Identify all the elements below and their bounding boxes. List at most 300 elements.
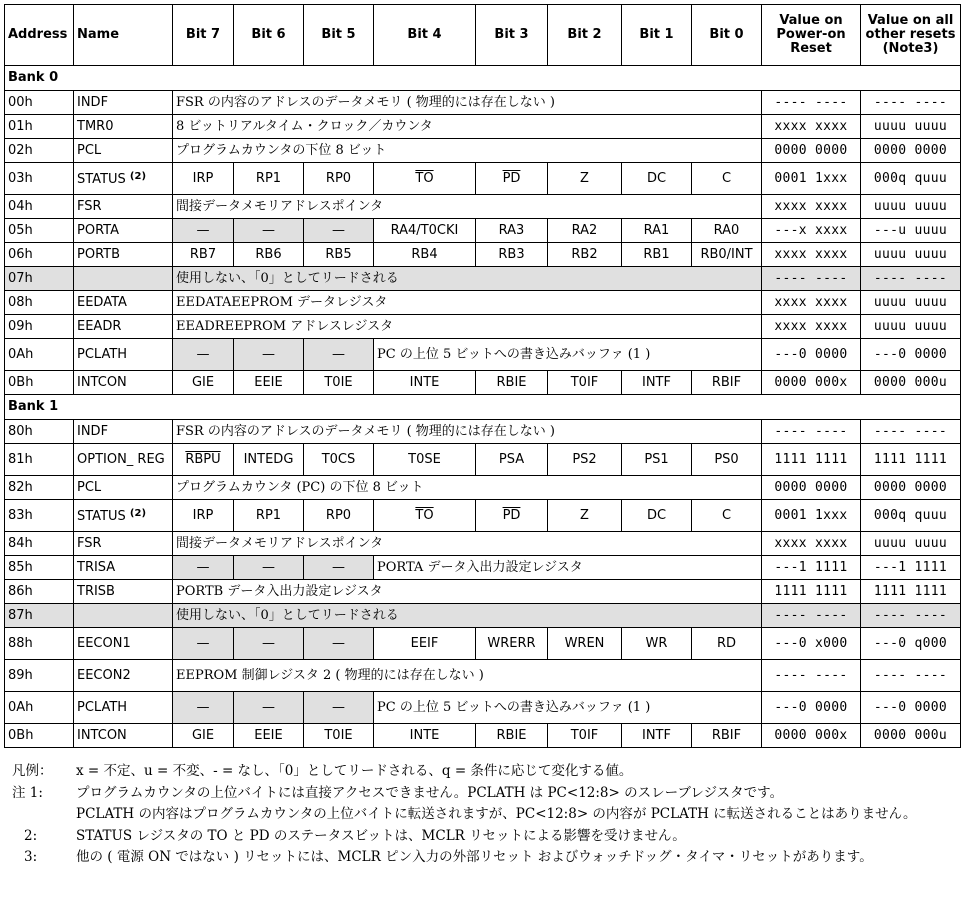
table-row	[5, 660, 961, 692]
power-on-reset-value: 0000 000x	[762, 724, 861, 748]
register-name	[74, 628, 173, 660]
register-address: 05h	[5, 219, 74, 243]
bit-cell	[622, 163, 692, 195]
register-address: 86h	[5, 580, 74, 604]
register-address: 84h	[5, 532, 74, 556]
bit-name: RA0	[713, 222, 740, 238]
bit-name: RB2	[571, 246, 598, 262]
table-row	[5, 219, 961, 243]
table-row	[5, 532, 961, 556]
register-description: EEADREEPROM アドレスレジスタ	[173, 315, 762, 339]
bit-name: Z	[580, 507, 589, 523]
register-name-text: EECON1	[77, 635, 131, 651]
register-address: 00h	[5, 91, 74, 115]
register-name-text: PCLATH	[77, 699, 128, 715]
table-row	[5, 115, 961, 139]
register-address: 03h	[5, 163, 74, 195]
power-on-reset-value: ---- ----	[762, 267, 861, 291]
power-on-reset-value: 1111 1111	[762, 444, 861, 476]
register-description: 間接データメモリアドレスポインタ	[173, 195, 762, 219]
bit-name: —	[262, 222, 275, 238]
header-bit7: Bit 7	[173, 5, 234, 66]
bit-cell	[622, 243, 692, 267]
bit-cell	[234, 339, 304, 371]
register-description: 使用しない、「0」としてリードされる	[173, 604, 762, 628]
other-reset-value: ---- ----	[861, 267, 961, 291]
bit-name: RB6	[255, 246, 282, 262]
table-row	[5, 139, 961, 163]
register-name	[74, 724, 173, 748]
bit-cell	[173, 371, 234, 395]
bit-cell	[304, 243, 374, 267]
register-description: EEPROM 制御レジスタ 2 ( 物理的には存在しない )	[173, 660, 762, 692]
bit-name: DC	[646, 507, 667, 523]
register-description: PORTB データ入出力設定レジスタ	[173, 580, 762, 604]
register-name-text: FSR	[77, 198, 102, 214]
table-row	[5, 692, 961, 724]
register-address: 02h	[5, 139, 74, 163]
bit-name: RBIE	[496, 374, 527, 390]
register-name	[74, 91, 173, 115]
power-on-reset-value: xxxx xxxx	[762, 315, 861, 339]
power-on-reset-value: xxxx xxxx	[762, 532, 861, 556]
bit-name: T0SE	[408, 451, 441, 467]
note-2	[12, 826, 957, 848]
bit-name: T0IE	[324, 727, 353, 743]
register-address: 87h	[5, 604, 74, 628]
header-bit5: Bit 5	[304, 5, 374, 66]
note-3	[12, 847, 957, 869]
register-description: FSR の内容のアドレスのデータメモリ ( 物理的には存在しない )	[173, 420, 762, 444]
bit-cell	[304, 724, 374, 748]
bit-cell	[304, 692, 374, 724]
bit-name: $\overline{TO}$	[415, 507, 434, 523]
register-name	[74, 444, 173, 476]
bit-name: RB3	[498, 246, 525, 262]
other-reset-value: 0000 000u	[861, 724, 961, 748]
header-bit3: Bit 3	[476, 5, 548, 66]
register-name	[74, 163, 173, 195]
bit-cell	[173, 219, 234, 243]
power-on-reset-value: ---- ----	[762, 660, 861, 692]
table-row	[5, 580, 961, 604]
register-description: プログラムカウンタ (PC) の下位 8 ビット	[173, 476, 762, 500]
note-1-line-a: プログラムカウンタの上位バイトには直接アクセスできません。PCLATH は PC<12:8> のスレーブレジスタです。	[76, 784, 784, 801]
other-reset-value: uuuu uuuu	[861, 291, 961, 315]
bit-cell	[173, 692, 234, 724]
register-address: 80h	[5, 420, 74, 444]
bit-name: EEIE	[254, 374, 283, 390]
other-reset-value: uuuu uuuu	[861, 115, 961, 139]
register-address: 85h	[5, 556, 74, 580]
bit-name: RB4	[411, 246, 438, 262]
note-ref: (2)	[129, 508, 147, 519]
bit-name: RP1	[255, 507, 282, 523]
register-address: 83h	[5, 500, 74, 532]
bit-name: RBPU	[185, 451, 221, 467]
bit-cell	[374, 444, 476, 476]
register-description: PC の上位 5 ビットへの書き込みバッファ (1 )	[374, 339, 762, 371]
power-on-reset-value: xxxx xxxx	[762, 115, 861, 139]
bit-name: RA4/T0CKI	[390, 222, 459, 238]
bit-name: RP0	[325, 507, 352, 523]
bit-name: RBIE	[496, 727, 527, 743]
bit-cell	[374, 219, 476, 243]
register-address: 82h	[5, 476, 74, 500]
bit-cell	[622, 724, 692, 748]
table-row	[5, 195, 961, 219]
register-name	[74, 476, 173, 500]
power-on-reset-value: ---- ----	[762, 604, 861, 628]
register-description: プログラムカウンタの下位 8 ビット	[173, 139, 762, 163]
bit-cell	[304, 371, 374, 395]
bit-name: —	[332, 635, 345, 651]
note-1	[12, 783, 957, 826]
bit-name: RB5	[325, 246, 352, 262]
footnotes	[12, 761, 957, 869]
bit-cell	[476, 444, 548, 476]
note-1-key: 注 1:	[12, 784, 43, 801]
register-name	[74, 315, 173, 339]
register-name	[74, 339, 173, 371]
power-on-reset-value: ---0 x000	[762, 628, 861, 660]
bit-name: T0IE	[324, 374, 353, 390]
register-name	[74, 115, 173, 139]
bit-name: $\overline{PD}$	[502, 170, 521, 186]
header-bit6: Bit 6	[234, 5, 304, 66]
bit-name: C	[721, 507, 732, 523]
bit-cell	[692, 444, 762, 476]
bit-cell	[548, 500, 622, 532]
bit-name: —	[262, 635, 275, 651]
bit-cell	[548, 371, 622, 395]
table-row	[5, 291, 961, 315]
register-description: 8 ビットリアルタイム・クロック／カウンタ	[173, 115, 762, 139]
bit-name: INTE	[409, 374, 440, 390]
header-name: Name	[74, 5, 173, 66]
bit-cell	[622, 219, 692, 243]
bit-cell	[692, 628, 762, 660]
register-name-text: INTCON	[77, 374, 127, 390]
bit-cell	[304, 444, 374, 476]
bit-cell	[304, 628, 374, 660]
other-reset-value: 1111 1111	[861, 580, 961, 604]
power-on-reset-value: ---0 0000	[762, 339, 861, 371]
register-name	[74, 371, 173, 395]
bit-cell	[548, 628, 622, 660]
register-description: PC の上位 5 ビットへの書き込みバッファ (1 )	[374, 692, 762, 724]
register-address: 09h	[5, 315, 74, 339]
table-row	[5, 91, 961, 115]
bit-name: EEIE	[254, 727, 283, 743]
bit-cell	[234, 219, 304, 243]
register-description: PORTA データ入出力設定レジスタ	[374, 556, 762, 580]
bit-cell	[476, 500, 548, 532]
power-on-reset-value: ---x xxxx	[762, 219, 861, 243]
bit-name: —	[332, 222, 345, 238]
other-reset-value: 0000 0000	[861, 476, 961, 500]
register-address: 0Bh	[5, 724, 74, 748]
note-1-body	[76, 783, 957, 826]
bit-name: —	[196, 346, 210, 362]
note-1-line-b: PCLATH の内容はプログラムカウンタの上位バイトに転送されますが、PC<12:8> の内容が PCLATH に転送されることはありません。	[76, 806, 917, 822]
bit-cell	[304, 163, 374, 195]
table-row	[5, 267, 961, 291]
bit-name: T0CS	[321, 451, 356, 467]
power-on-reset-value: xxxx xxxx	[762, 291, 861, 315]
bit-cell	[173, 500, 234, 532]
legend-key: 凡例：	[12, 763, 53, 779]
bit-cell	[304, 556, 374, 580]
bit-cell	[173, 444, 234, 476]
bit-name: RD	[716, 635, 737, 651]
bit-cell	[374, 163, 476, 195]
power-on-reset-value: 0001 1xxx	[762, 500, 861, 532]
header-other-resets: Value on all other resets (Note3)	[861, 5, 961, 66]
bit-cell	[304, 500, 374, 532]
legend-line	[12, 761, 957, 783]
table-header-row	[5, 5, 961, 66]
register-name-text: INDF	[77, 423, 109, 439]
bit-cell	[374, 243, 476, 267]
register-name-text: STATUS	[77, 509, 126, 524]
header-bit1: Bit 1	[622, 5, 692, 66]
bit-cell	[476, 163, 548, 195]
register-address: 0Ah	[5, 339, 74, 371]
table-row	[5, 315, 961, 339]
table-row	[5, 163, 961, 195]
other-reset-value: ---- ----	[861, 420, 961, 444]
bit-name: INTE	[409, 727, 440, 743]
register-name-text: EECON2	[77, 667, 131, 683]
other-reset-value: 1111 1111	[861, 444, 961, 476]
bit-cell	[476, 724, 548, 748]
bit-name: T0IF	[570, 727, 599, 743]
bit-name: GIE	[191, 374, 215, 390]
bit-name: RB7	[189, 246, 217, 262]
bit-cell	[234, 500, 304, 532]
register-name-text: PCL	[77, 142, 102, 158]
other-reset-value: ---0 0000	[861, 339, 961, 371]
other-reset-value: ---0 q000	[861, 628, 961, 660]
register-description: EEDATAEEPROM データレジスタ	[173, 291, 762, 315]
bit-cell	[622, 371, 692, 395]
bit-name: $\overline{PD}$	[502, 507, 521, 523]
power-on-reset-value: 0000 0000	[762, 139, 861, 163]
register-name-text: PORTB	[77, 246, 121, 262]
register-name	[74, 291, 173, 315]
bit-cell	[548, 243, 622, 267]
other-reset-value: ---- ----	[861, 660, 961, 692]
other-reset-value: 0000 000u	[861, 371, 961, 395]
bit-name: —	[262, 559, 275, 575]
power-on-reset-value: ---0 0000	[762, 692, 861, 724]
bit-cell	[622, 628, 692, 660]
bit-name: RBIF	[711, 727, 742, 743]
bit-name: —	[262, 346, 275, 362]
bit-cell	[476, 243, 548, 267]
table-row	[5, 444, 961, 476]
register-name	[74, 243, 173, 267]
bit-cell	[692, 219, 762, 243]
other-reset-value: ---- ----	[861, 91, 961, 115]
register-name-text: TRISB	[77, 583, 115, 599]
bit-name: —	[196, 559, 210, 575]
other-reset-value: ---1 1111	[861, 556, 961, 580]
bit-cell	[622, 500, 692, 532]
register-name-text: PCL	[77, 479, 102, 495]
register-name-text: OPTION_ REG	[77, 452, 165, 467]
bit-cell	[173, 724, 234, 748]
bit-name: RB1	[643, 246, 670, 262]
note-3-text: 他の ( 電源 ON ではない ) リセットには、MCLR ピン入力の外部リセット およびウォッチドッグ・タイマ・リセットがあります。	[76, 849, 873, 865]
register-description: FSR の内容のアドレスのデータメモリ ( 物理的には存在しない )	[173, 91, 762, 115]
bit-name: PSA	[498, 451, 525, 467]
other-reset-value: ---0 0000	[861, 692, 961, 724]
table-row	[5, 500, 961, 532]
power-on-reset-value: 0000 000x	[762, 371, 861, 395]
register-name	[74, 604, 173, 628]
bit-name: T0IF	[570, 374, 599, 390]
header-bit2: Bit 2	[548, 5, 622, 66]
bit-name: —	[332, 699, 345, 715]
register-name	[74, 692, 173, 724]
bit-cell	[374, 371, 476, 395]
bit-name: PS0	[714, 451, 739, 467]
header-bit0: Bit 0	[692, 5, 762, 66]
bit-cell	[548, 163, 622, 195]
bit-cell	[234, 724, 304, 748]
bit-cell	[234, 444, 304, 476]
register-address: 89h	[5, 660, 74, 692]
bit-cell	[476, 371, 548, 395]
bit-name: DC	[646, 170, 667, 186]
power-on-reset-value: ---1 1111	[762, 556, 861, 580]
register-address: 0Ah	[5, 692, 74, 724]
bit-name: C	[721, 170, 732, 186]
power-on-reset-value: 0000 0000	[762, 476, 861, 500]
bit-cell	[173, 243, 234, 267]
other-reset-value: 000q quuu	[861, 500, 961, 532]
bit-name: INTEDG	[243, 451, 294, 467]
register-address: 08h	[5, 291, 74, 315]
power-on-reset-value: xxxx xxxx	[762, 243, 861, 267]
register-description: 間接データメモリアドレスポインタ	[173, 532, 762, 556]
bank-row	[5, 66, 961, 91]
power-on-reset-value: 0001 1xxx	[762, 163, 861, 195]
power-on-reset-value: ---- ----	[762, 91, 861, 115]
header-bit4: Bit 4	[374, 5, 476, 66]
bit-name: —	[196, 222, 210, 238]
register-address: 06h	[5, 243, 74, 267]
bit-name: INTF	[642, 727, 671, 743]
table-row	[5, 604, 961, 628]
bit-name: RA1	[643, 222, 670, 238]
register-name	[74, 219, 173, 243]
bit-name: GIE	[191, 727, 215, 743]
other-reset-value: ---u uuuu	[861, 219, 961, 243]
power-on-reset-value: 1111 1111	[762, 580, 861, 604]
bit-cell	[476, 219, 548, 243]
register-description: 使用しない、「0」としてリードされる	[173, 267, 762, 291]
bit-name: WREN	[564, 635, 605, 651]
register-name	[74, 139, 173, 163]
bit-cell	[304, 339, 374, 371]
bit-cell	[173, 628, 234, 660]
register-name-text: EEADR	[77, 318, 122, 334]
bit-name: PS2	[572, 451, 597, 467]
table-row	[5, 243, 961, 267]
bit-name: —	[332, 559, 345, 575]
bit-name: RA2	[571, 222, 598, 238]
bit-cell	[692, 371, 762, 395]
register-address: 07h	[5, 267, 74, 291]
register-address: 88h	[5, 628, 74, 660]
bit-name: $\overline{TO}$	[415, 170, 434, 186]
bit-cell	[374, 724, 476, 748]
register-name	[74, 195, 173, 219]
bit-name: —	[196, 635, 210, 651]
register-address: 04h	[5, 195, 74, 219]
bit-name: PS1	[644, 451, 669, 467]
register-name	[74, 532, 173, 556]
register-address: 81h	[5, 444, 74, 476]
bit-name: RA3	[498, 222, 525, 238]
bit-cell	[548, 219, 622, 243]
other-reset-value: uuuu uuuu	[861, 195, 961, 219]
register-name	[74, 500, 173, 532]
bank-label: Bank 1	[5, 395, 961, 420]
bit-name: —	[332, 346, 345, 362]
register-name	[74, 420, 173, 444]
register-name-text: FSR	[77, 535, 102, 551]
note-2-key: 2:	[24, 827, 38, 844]
bit-name: WR	[645, 635, 668, 651]
register-address: 01h	[5, 115, 74, 139]
register-name	[74, 660, 173, 692]
bit-name: —	[262, 699, 275, 715]
register-address: 0Bh	[5, 371, 74, 395]
register-name-text: TRISA	[77, 559, 116, 575]
table-row	[5, 420, 961, 444]
header-address: Address	[5, 5, 74, 66]
bit-cell	[234, 371, 304, 395]
bit-cell	[374, 500, 476, 532]
bit-cell	[234, 163, 304, 195]
table-row	[5, 556, 961, 580]
bit-name: RP0	[325, 170, 352, 186]
table-row	[5, 724, 961, 748]
other-reset-value: ---- ----	[861, 604, 961, 628]
note-2-text: STATUS レジスタの TO と PD のステータスビットは、MCLR リセットによる影響を受けません。	[76, 827, 686, 844]
bit-cell	[548, 724, 622, 748]
table-body	[5, 66, 961, 748]
bit-cell	[234, 628, 304, 660]
register-name-text: PORTA	[77, 222, 119, 238]
bit-name: Z	[580, 170, 589, 186]
register-name-text: INTCON	[77, 727, 127, 743]
bank-row	[5, 395, 961, 420]
power-on-reset-value: xxxx xxxx	[762, 195, 861, 219]
other-reset-value: uuuu uuuu	[861, 532, 961, 556]
bit-name: WRERR	[487, 635, 536, 651]
bit-cell	[692, 243, 762, 267]
register-name	[74, 580, 173, 604]
register-name	[74, 267, 173, 291]
note-ref: (2)	[129, 171, 147, 182]
bit-cell	[692, 500, 762, 532]
bit-cell	[234, 692, 304, 724]
